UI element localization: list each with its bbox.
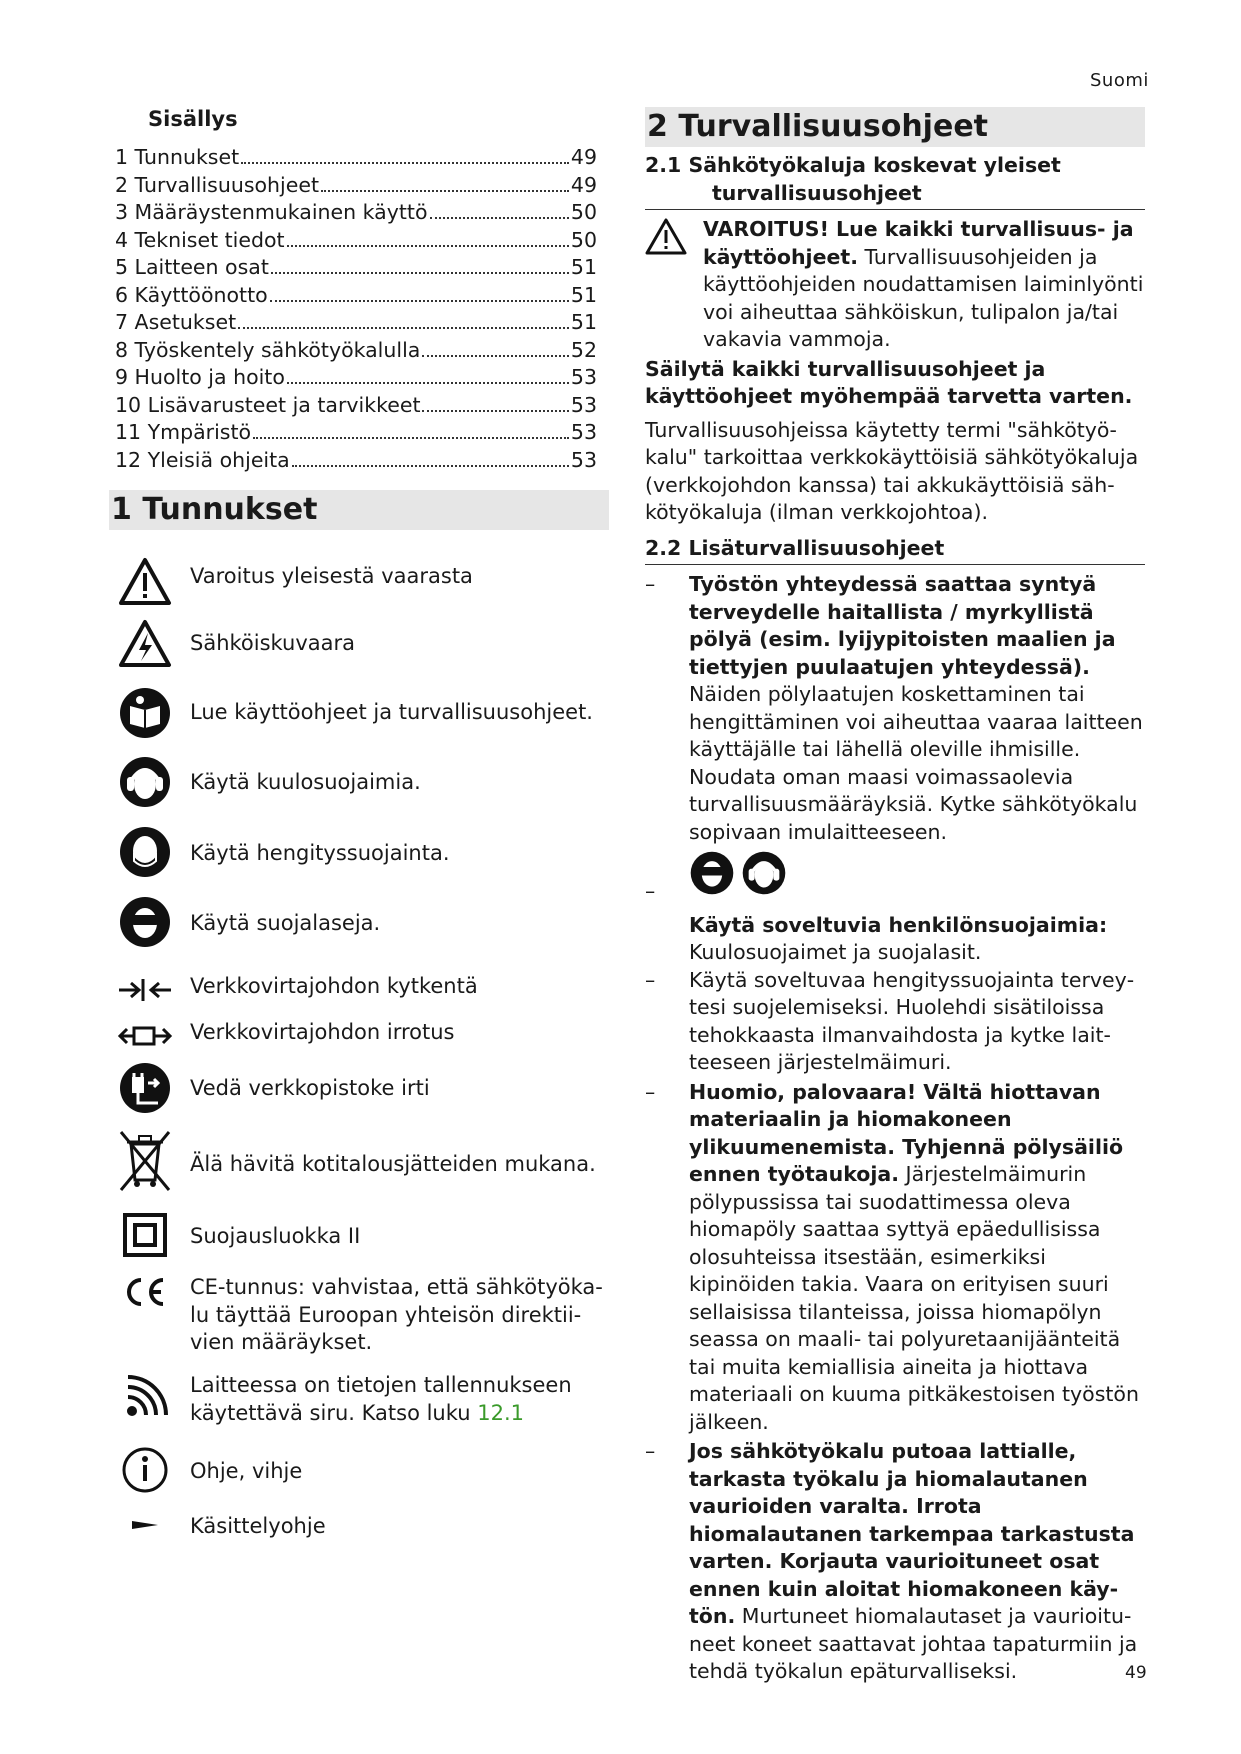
toc-entry[interactable]: 5 Laitteen osat 51 — [115, 255, 597, 279]
toc-entry[interactable]: 12 Yleisiä ohjeita 53 — [115, 447, 597, 472]
list-item: – Käytä soveltuvaa hengityssuojainta terveytesi suojelemiseksi. Huolehdi sisätiloissa tehokkaasta ilmanvaihdosta ja kytke laitteeseen järjestelmäimuri. — [645, 967, 1135, 1074]
warning-paragraph: VAROITUS! Lue kaikki turvallisuus- ja käyttöohjeet. Turvallisuusohjeiden ja käyttöohjeiden noudattamisen laiminlyönti voi aiheuttaa sähköiskun, tulipalon ja/tai vakavia vammoja. — [645, 216, 1145, 354]
list-item: – Käytä soveltuvia henkilönsuojaimia: Kuulosuojaimet ja suojalasit. — [645, 850, 1145, 967]
read-manual-icon — [115, 683, 175, 743]
symbol-label: Ohje, vihje — [190, 1459, 303, 1483]
toc-entry[interactable]: 9 Huolto ja hoito 53 — [115, 365, 597, 389]
term-definition: Turvallisuusohjeissa käytetty termi "sähkötyökalu" tarkoittaa verkkokäyttöisiä sähkötyökaluja (verkkojohdon kanssa) tai akkukäyttöisiä sähkötyökaluja (ilman verkkojohtoa). — [645, 417, 1139, 524]
symbol-label: Käytä kuulosuojaimia. — [190, 770, 421, 794]
safety-glasses-icon — [115, 892, 175, 952]
symbol-label: Käytä hengityssuojainta. — [190, 841, 450, 865]
list-item: – Huomio, palovaara! Vältä hiottavan materiaalin ja hiomakoneen ylikuumenemista. Tyhjennä pölysäiliö ennen työtaukoja. Järjestelmäimurin pölypussissa tai suodattimessa oleva hiomapöly saattaa syttyä epäedullisissa olosuhteissa itsestään, esimerkiksi kipinöiden takia. Vaara on erityisen suuri sellaisissa tilanteissa, joissa hiomapölyn seassa on maali- tai polyuretaanijäänteitä tai muita kemiallisia aineita ja hiottava materiaali on kuuma pitkäkestoisen työstön jälkeen. — [645, 1079, 1139, 1434]
toc-entry[interactable]: 8 Työskentely sähkötyökalulla 52 — [115, 337, 597, 362]
toc-title: Sisällys — [148, 107, 238, 131]
page-number: 49 — [1125, 1663, 1147, 1683]
symbol-label: Käytä suojalaseja. — [190, 911, 381, 935]
list-item: – Työstön yhteydessä saattaa syntyä terveydelle haitallista / myrkyllistä pölyä (esim. lyijypitoisten maalien ja tiettyjen puulaatujen yhteydessä). Näiden pölylaatujen koskettaminen tai hengittäminen voi aiheuttaa vaaraa laitteen käyttäjälle tai lähellä oleville ihmisille. Noudata oman maasi voimassaolevia turvallisuusmääräyksiä. Kytke sähkötyökalu sopivaan imulaitteeseen. — [645, 572, 1143, 844]
toc-entry[interactable]: 10 Lisävarusteet ja tarvikkeet 53 — [115, 392, 597, 417]
toc-entry[interactable]: 11 Ympäristö 53 — [115, 420, 597, 444]
symbol-label: Verkkovirtajohdon irrotus — [190, 1020, 455, 1044]
toc-entry[interactable]: 3 Määräystenmukainen käyttö 50 — [115, 200, 597, 224]
warning-triangle-icon — [115, 552, 175, 612]
electric-shock-icon — [115, 614, 175, 674]
unplug-icon — [115, 1058, 175, 1118]
toc-entry[interactable]: 2 Turvallisuusohjeet 49 — [115, 172, 597, 197]
toc-entry[interactable]: 6 Käyttöönotto 51 — [115, 282, 597, 307]
section-1-heading: 1 Tunnukset — [109, 490, 609, 530]
ear-protection-icon — [115, 752, 175, 812]
symbol-label: Sähköiskuvaara — [190, 631, 356, 655]
symbol-label: Älä hävitä kotitalousjätteiden mukana. — [190, 1152, 596, 1176]
symbol-label: Suojausluokka II — [190, 1224, 361, 1248]
warning-triangle-icon — [645, 218, 687, 264]
symbol-label: Lue käyttöohjeet ja turvallisuusohjeet. — [190, 700, 593, 724]
ce-mark-icon — [115, 1262, 175, 1322]
chapter-link[interactable]: 12.1 — [477, 1400, 524, 1425]
toc-entry[interactable]: 4 Tekniset tiedot 50 — [115, 227, 597, 252]
symbol-label: Laitteessa on tietojen tallennukseen käytettävä siru. Katso luku 12.1 — [190, 1373, 572, 1425]
ear-protection-icon — [741, 850, 787, 904]
rfid-chip-icon — [115, 1368, 175, 1428]
ppe-icons — [689, 850, 1145, 904]
table-of-contents — [115, 144, 597, 474]
toc-entry[interactable]: 7 Asetukset 51 — [115, 310, 597, 334]
safety-glasses-icon — [689, 850, 735, 904]
toc-entry[interactable]: 1 Tunnukset 49 — [115, 145, 597, 169]
instruction-arrow-icon — [115, 1495, 175, 1555]
subsection-2-2-heading: 2.2 Lisäturvallisuusohjeet — [645, 535, 1145, 566]
plug-disconnect-icon — [115, 1006, 175, 1066]
info-icon — [115, 1440, 175, 1500]
symbol-label: Varoitus yleisestä vaarasta — [190, 564, 473, 588]
symbol-label: Vedä verkkopistoke irti — [190, 1076, 430, 1100]
symbol-label: Käsittelyohje — [190, 1514, 326, 1538]
protection-class-2-icon — [115, 1205, 175, 1265]
section-2-heading: 2 Turvallisuusohjeet — [645, 107, 1145, 147]
language-label: Suomi — [1090, 70, 1149, 91]
respirator-icon — [115, 822, 175, 882]
subsection-2-1-heading: 2.1 Sähkötyökaluja koskevat yleiset turvallisuusohjeet — [645, 152, 1145, 210]
list-item: – Jos sähkötyökalu putoaa lattialle, tarkasta työkalu ja hiomalautanen vaurioiden varalta. Irrota hiomalautanen tarkempaa tarkastusta varten. Korjauta vaurioituneet osat ennen kuin aloitat hiomakoneen käytön. Murtuneet hiomalautaset ja vaurioituneet koneet saattavat johtaa tapaturmiin ja tehdä työkalun epäturvalliseksi. — [645, 1439, 1138, 1683]
weee-bin-icon — [115, 1127, 175, 1193]
symbol-label: CE-tunnus: vahvistaa, että sähkötyöka- lu täyttää Euroopan yhteisön direktii- vien määräykset. — [190, 1275, 603, 1354]
safety-instructions — [645, 152, 1145, 1686]
symbol-label: Verkkovirtajohdon kytkentä — [190, 974, 478, 998]
keep-instructions-note: Säilytä kaikki turvallisuusohjeet ja käyttöohjeet myöhempää tarvetta varten. — [645, 356, 1133, 408]
